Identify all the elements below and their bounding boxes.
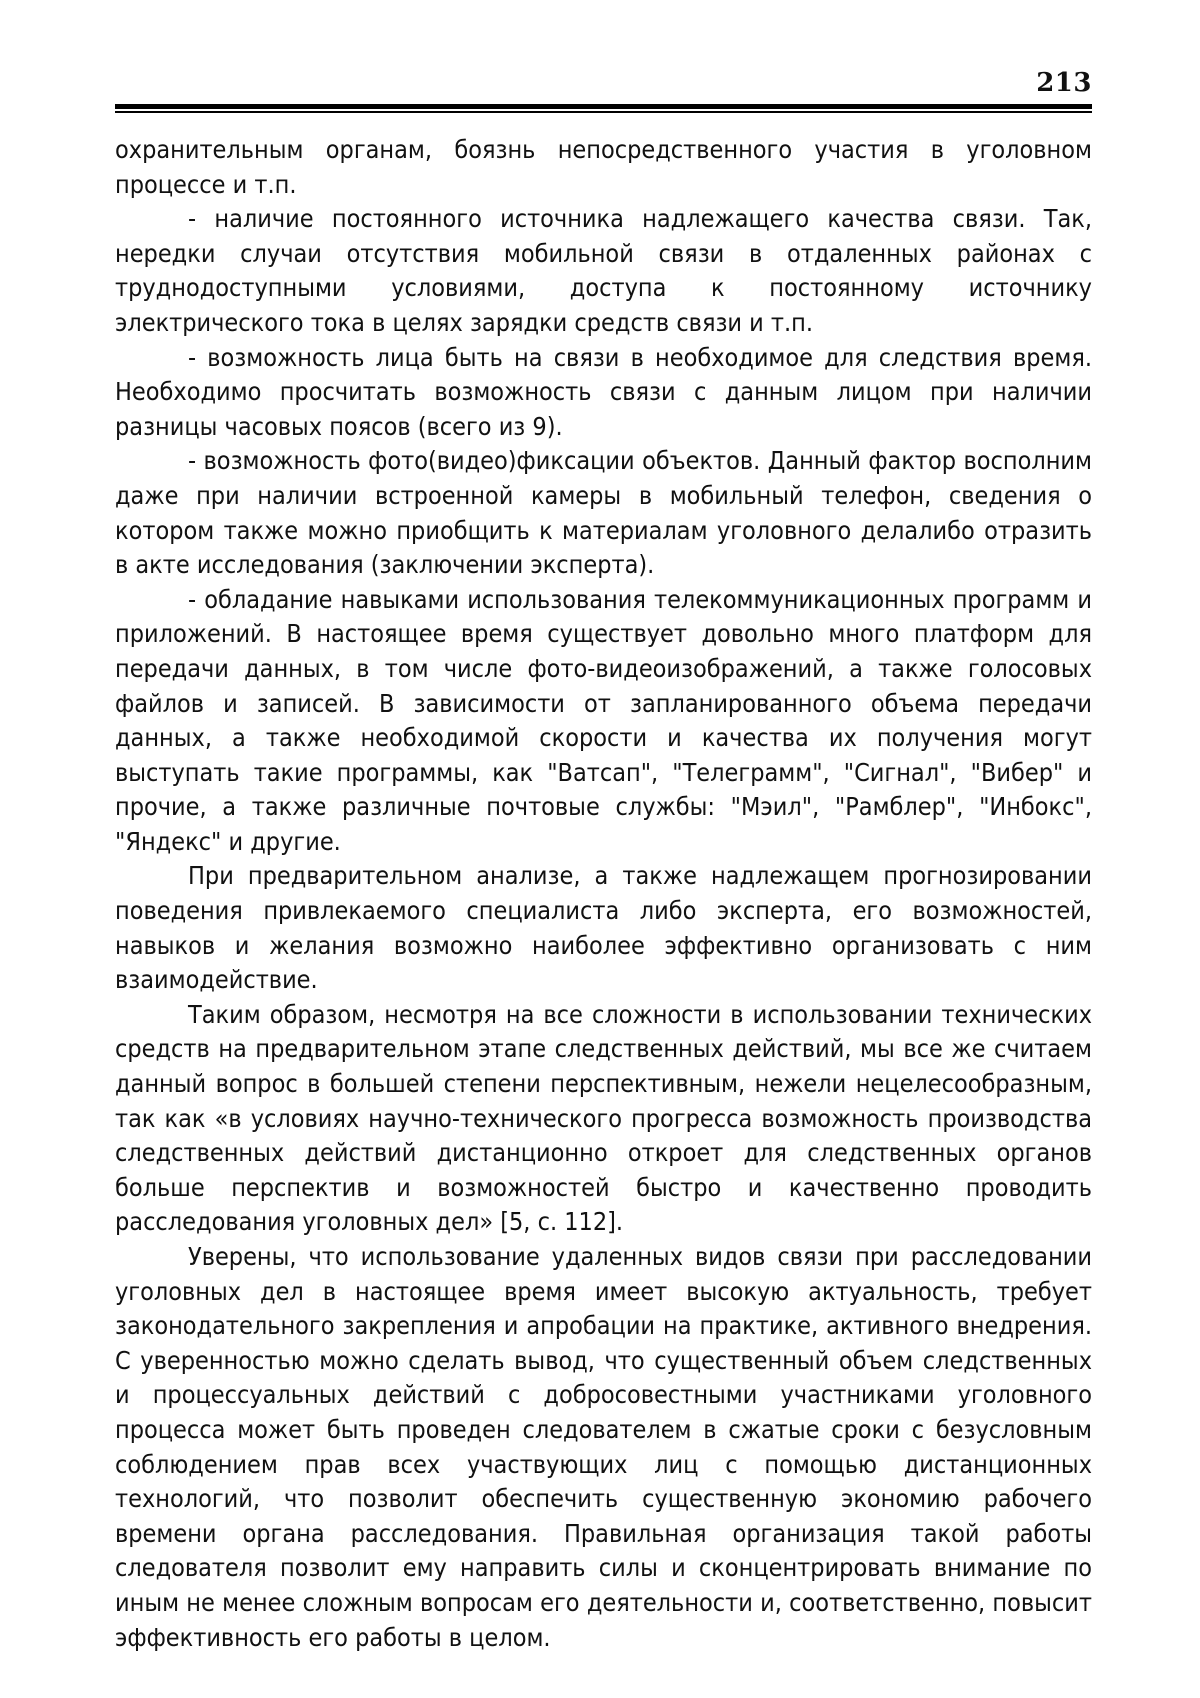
header-rule-thin <box>115 111 1092 113</box>
paragraph-continuation: охранительным органам, боязнь непосредственного участия в уголовном процессе и т.п. <box>115 135 1092 199</box>
paragraph-photo-video: - возможность фото(видео)фиксации объектов. Данный фактор восполним даже при наличии встроенной камеры в мобильный телефон, сведения о котором также можно приобщить к материалам уголовного делалибо отразить в акте исследования (заключении эксперта). <box>115 446 1092 580</box>
paragraph-conclusion-perspective: Таким образом, несмотря на все сложности в использовании технических средств на предварительном этапе следственных действий, мы все же считаем данный вопрос в большей степени перспективным, нежели нецелесообразным, так как «в условиях научно-технического прогресса возможность производства следственных действий дистанционно откроет для следственных органов больше перспектив и возможностей быстро и качественно проводить расследования уголовных дел» [5, с. 112]. <box>115 999 1092 1237</box>
paragraph-final-conclusion: Уверены, что использование удаленных видов связи при расследовании уголовных дел в настоящее время имеет высокую актуальность, требует законодательного закрепления и апробации на практике, активного внедрения. С уверенностью можно сделать вывод, что существенный объем следственных и процессуальных действий с добросовестными участниками уголовного процесса может быть проведен следователем в сжатые сроки с безусловным соблюдением прав всех участвующих лиц с помощью дистанционных технологий, что позволит обеспечить существенную экономию рабочего времени органа расследования. Правильная организация такой работы следователя позволит ему направить силы и сконцентрировать внимание по иным не менее сложным вопросам его деятельности и, соответственно, повысит эффективность его работы в целом. <box>115 1242 1092 1652</box>
body-text <box>115 133 1092 1655</box>
paragraph-telecom-skills: - обладание навыками использования телекоммуникационных программ и приложений. В настоящее время существует довольно много платформ для передачи данных, в том числе фото-видеоизображений, а также голосовых файлов и записей. В зависимости от запланированного объема передачи данных, а также необходимой скорости и качества их получения могут выступать такие программы, как "Ватсап", "Телеграмм", "Сигнал", "Вибер" и прочие, а также различные почтовые службы: "Мэил", "Рамблер", "Инбокс", "Яндекс" и другие. <box>115 584 1092 856</box>
paragraph-availability-time: - возможность лица быть на связи в необходимое для следствия время. Необходимо просчитать возможность связи с данным лицом при наличии разницы часовых поясов (всего из 9). <box>115 342 1092 441</box>
header-rule-thick <box>115 104 1092 109</box>
paragraph-preliminary-analysis: При предварительном анализе, а также надлежащем прогнозировании поведения привлекаемого специалиста либо эксперта, его возможностей, навыков и желания возможно наиболее эффективно организовать с ним взаимодействие. <box>115 861 1092 995</box>
paragraph-connection-source: - наличие постоянного источника надлежащего качества связи. Так, нередки случаи отсутствия мобильной связи в отдаленных районах с труднодоступными условиями, доступа к постоянному источнику электрического тока в целях зарядки средств связи и т.п. <box>115 204 1092 337</box>
page-number: 213 <box>1036 68 1092 98</box>
